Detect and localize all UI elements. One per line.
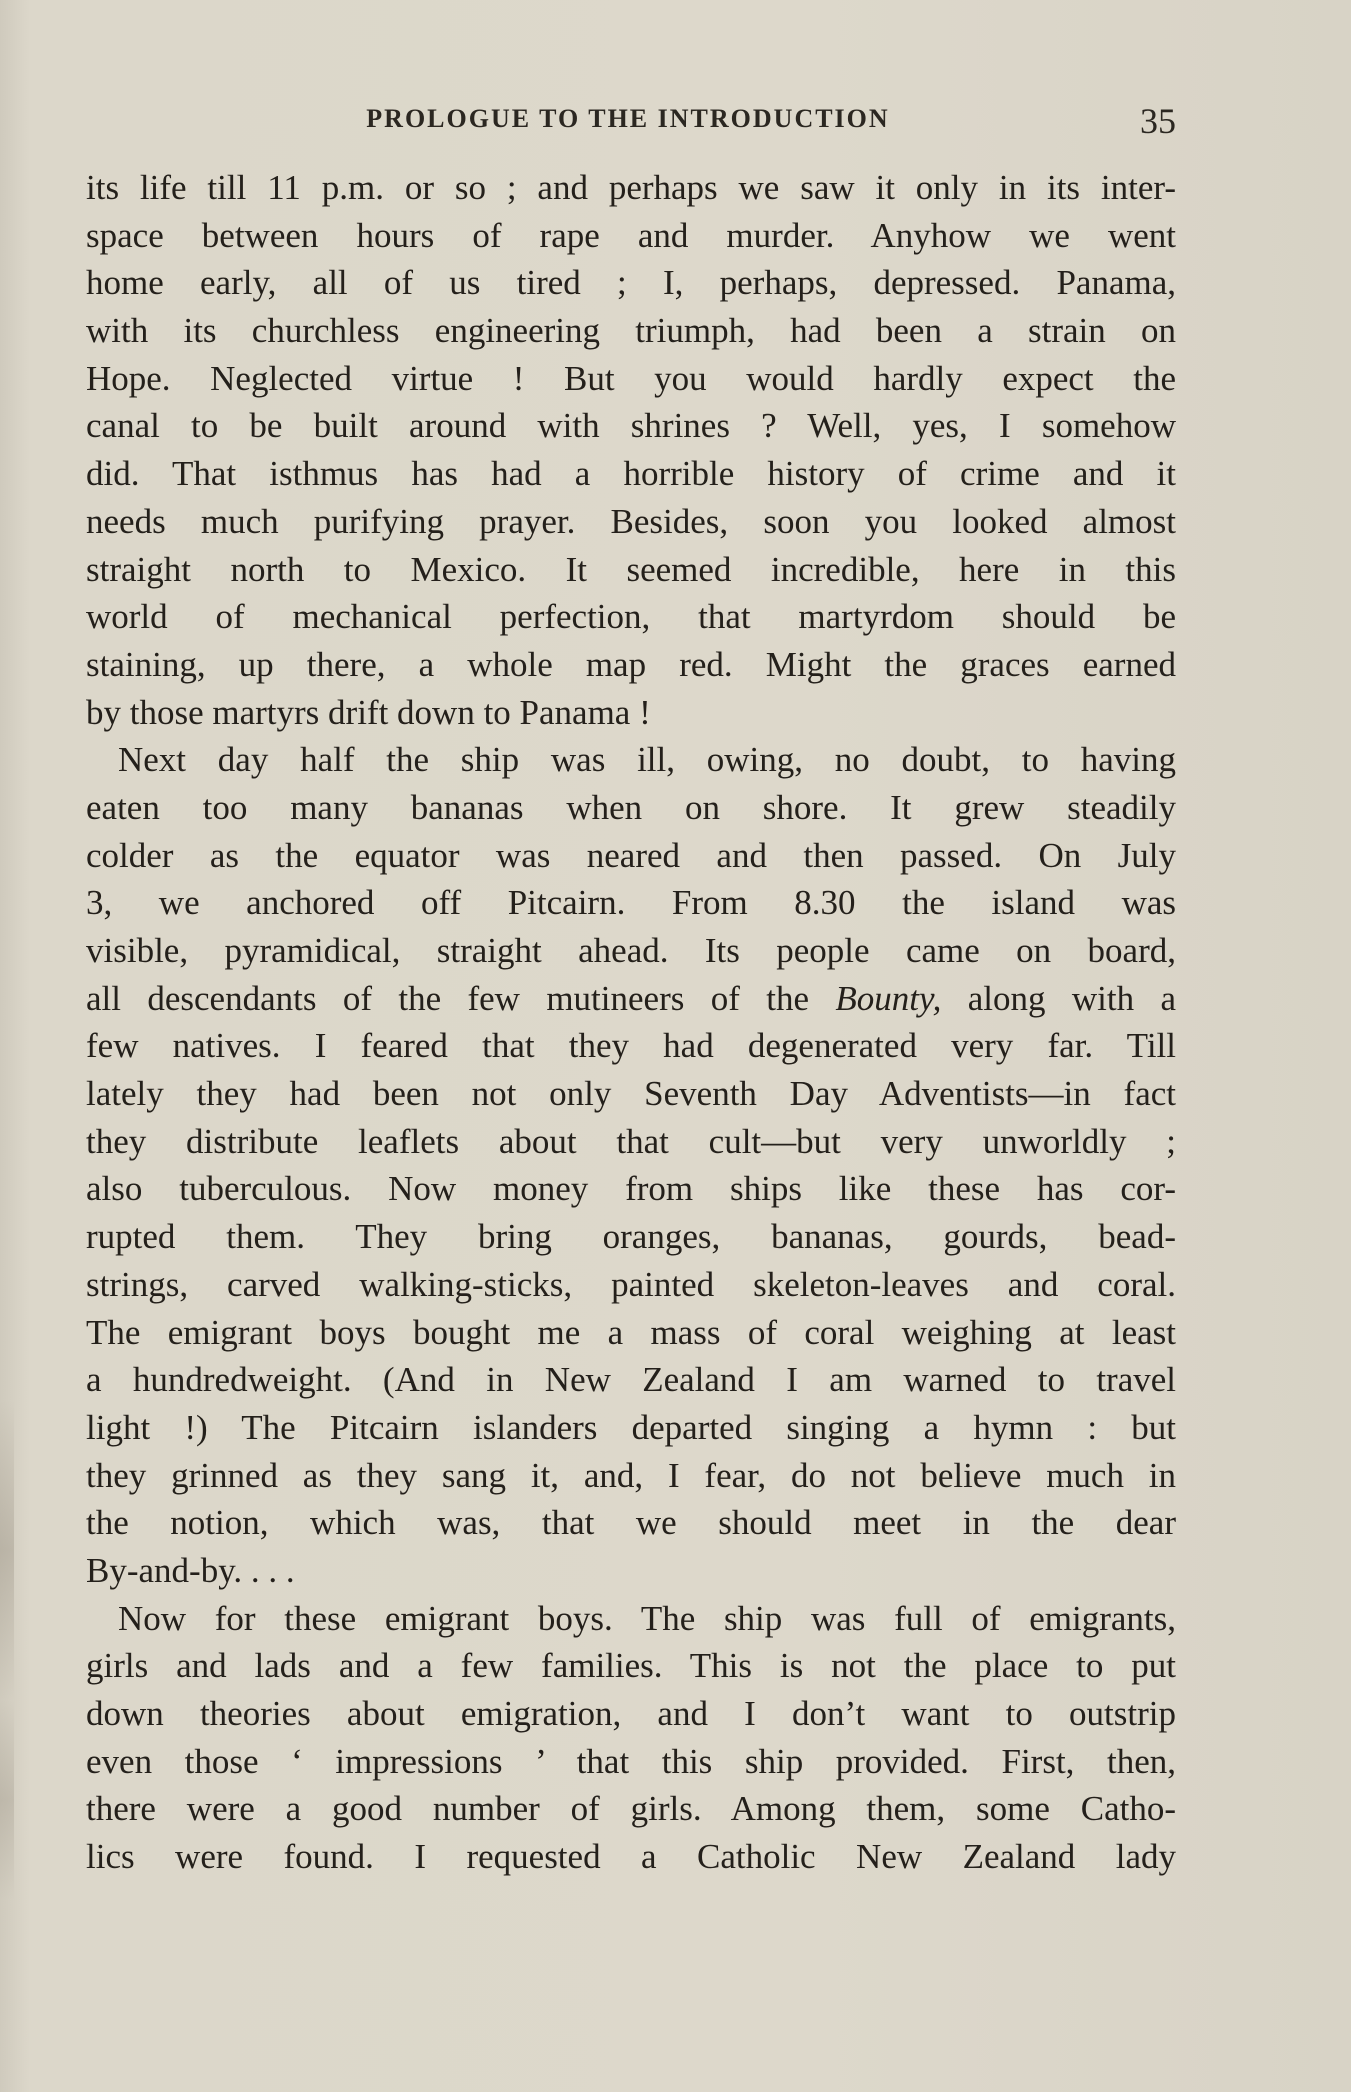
text-line: canal to be built around with shrines ? Well, yes, I somehow [86, 406, 1176, 446]
text-line: by those martyrs drift down to Panama ! [86, 692, 651, 732]
text-line: 3, we anchored off Pitcairn. From 8.30 the island was [86, 883, 1176, 923]
text-line: rupted them. They bring oranges, bananas, gourds, bead- [86, 1217, 1176, 1257]
text-line: the notion, which was, that we should meet in the dear [86, 1503, 1176, 1543]
text-line: Hope. Neglected virtue ! But you would hardly expect the [86, 358, 1176, 398]
text-line: space between hours of rape and murder. Anyhow we went [86, 215, 1176, 255]
text-segment: along with a [967, 978, 1176, 1018]
text-line: a hundredweight. (And in New Zealand I am warned to travel [86, 1360, 1176, 1400]
text-line-with-italic [86, 975, 1176, 1023]
text-line: lics were found. I requested a Catholic New Zealand lady [86, 1837, 1176, 1877]
text-line: they distribute leaflets about that cult—but very unworldly ; [86, 1121, 1176, 1161]
text-line: even those ‘ impressions ’ that this ship provided. First, then, [86, 1741, 1176, 1781]
text-line: eaten too many bananas when on shore. It grew steadily [86, 787, 1176, 827]
text-line: also tuberculous. Now money from ships like these has cor- [86, 1169, 1176, 1209]
text-line: needs much purifying prayer. Besides, soon you looked almost [86, 501, 1176, 541]
text-segment: all descendants of the few mutineers of the [86, 978, 810, 1018]
text-line: home early, all of us tired ; I, perhaps, depressed. Panama, [86, 263, 1176, 303]
text-line: colder as the equator was neared and then passed. On July [86, 835, 1176, 875]
text-line: visible, pyramidical, straight ahead. Its people came on board, [86, 931, 1176, 970]
text-line: did. That isthmus has had a horrible history of crime and it [86, 454, 1176, 494]
text-line: few natives. I feared that they had degenerated very far. Till [86, 1026, 1176, 1066]
page-header [80, 100, 1176, 150]
text-line: The emigrant boys bought me a mass of coral weighing at least [86, 1312, 1176, 1352]
ship-name-italic: Bounty, [835, 978, 942, 1018]
text-line: straight north to Mexico. It seemed incredible, here in this [86, 549, 1176, 589]
text-line: world of mechanical perfection, that martyrdom should be [86, 597, 1176, 637]
text-line: strings, carved walking-sticks, painted skeleton-leaves and coral. [86, 1264, 1176, 1304]
body-text [86, 164, 1176, 1881]
text-line: lately they had been not only Seventh Day Adventists—in fact [86, 1074, 1176, 1114]
text-line: down theories about emigration, and I don’t want to outstrip [86, 1694, 1176, 1733]
text-line: they grinned as they sang it, and, I fear, do not believe much in [86, 1455, 1176, 1495]
binding-shadow [0, 1400, 14, 1900]
paragraph-start-line: Next day half the ship was ill, owing, no doubt, to having [118, 740, 1176, 780]
text-line: its life till 11 p.m. or so ; and perhaps we saw it only in its inter- [86, 168, 1176, 207]
page-number: 35 [1140, 101, 1176, 141]
text-line: with its churchless engineering triumph, had been a strain on [86, 311, 1176, 351]
paragraph-start-line: Now for these emigrant boys. The ship was full of emigrants, [118, 1598, 1176, 1638]
text-line: staining, up there, a whole map red. Might the graces earned [86, 644, 1176, 684]
running-head: PROLOGUE TO THE INTRODUCTION [366, 104, 890, 133]
text-line: girls and lads and a few families. This is not the place to put [86, 1646, 1176, 1686]
text-line: light !) The Pitcairn islanders departed singing a hymn : but [86, 1407, 1176, 1447]
text-line: there were a good number of girls. Among them, some Catho- [86, 1789, 1176, 1829]
text-line: By-and-by. . . . [86, 1550, 295, 1590]
